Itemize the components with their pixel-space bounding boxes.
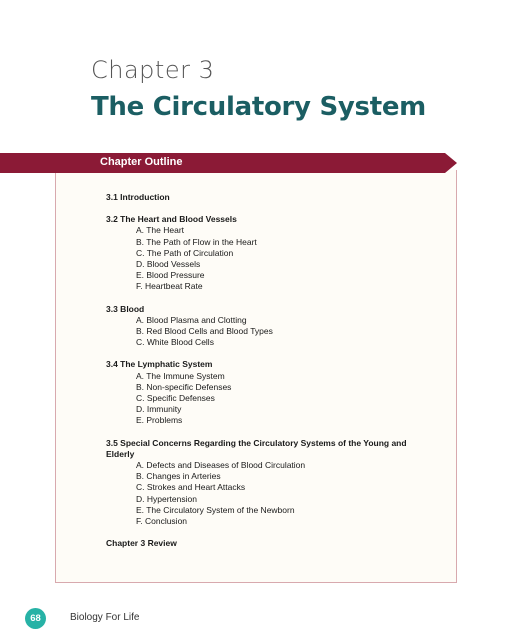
outline-item: A. The Immune System xyxy=(136,370,225,381)
outline-item: B. Red Blood Cells and Blood Types xyxy=(136,326,273,337)
outline-item: F. Heartbeat Rate xyxy=(136,281,203,292)
outline-item: A. The Heart xyxy=(136,225,185,236)
outline-list xyxy=(106,192,436,549)
outline-item: F. Conclusion xyxy=(136,516,188,527)
outline-header-banner xyxy=(0,153,457,173)
section-3-4-title: 3.4 The Lymphatic System xyxy=(106,359,213,370)
outline-item: C. Specific Defenses xyxy=(136,393,215,404)
outline-item: C. The Path of Circulation xyxy=(136,247,234,258)
book-title: Biology For Life xyxy=(70,612,140,623)
outline-item: D. Immunity xyxy=(136,404,182,415)
chapter-outline-header xyxy=(0,153,457,173)
outline-item: E. Blood Pressure xyxy=(136,270,205,281)
outline-item: E. Problems xyxy=(136,415,183,426)
outline-item: B. Changes in Arteries xyxy=(136,471,221,482)
outline-item: A. Defects and Diseases of Blood Circulation xyxy=(136,460,306,471)
outline-item: D. Blood Vessels xyxy=(136,259,201,270)
outline-item: B. Non-specific Defenses xyxy=(136,381,232,392)
outline-item: B. The Path of Flow in the Heart xyxy=(136,236,257,247)
chapter-label: Chapter 3 xyxy=(91,56,215,84)
outline-item: C. White Blood Cells xyxy=(136,337,214,348)
outline-item: D. Hypertension xyxy=(136,493,197,504)
page-number-badge: 68 xyxy=(25,608,46,629)
section-3-3-title: 3.3 Blood xyxy=(106,303,145,314)
outline-item: E. The Circulatory System of the Newborn xyxy=(136,504,295,515)
section-3-2-title: 3.2 The Heart and Blood Vessels xyxy=(106,214,237,225)
section-3-1: 3.1 Introduction xyxy=(106,192,170,202)
outline-item: A. Blood Plasma and Clotting xyxy=(136,314,247,325)
chapter-review: Chapter 3 Review xyxy=(106,538,177,549)
section-3-5-title: 3.5 Special Concerns Regarding the Circulatory Systems of the Young and Elderly xyxy=(106,437,407,459)
outline-item: C. Strokes and Heart Attacks xyxy=(136,482,246,493)
chapter-title: The Circulatory System xyxy=(91,92,426,122)
outline-header-label: Chapter Outline xyxy=(100,156,183,168)
